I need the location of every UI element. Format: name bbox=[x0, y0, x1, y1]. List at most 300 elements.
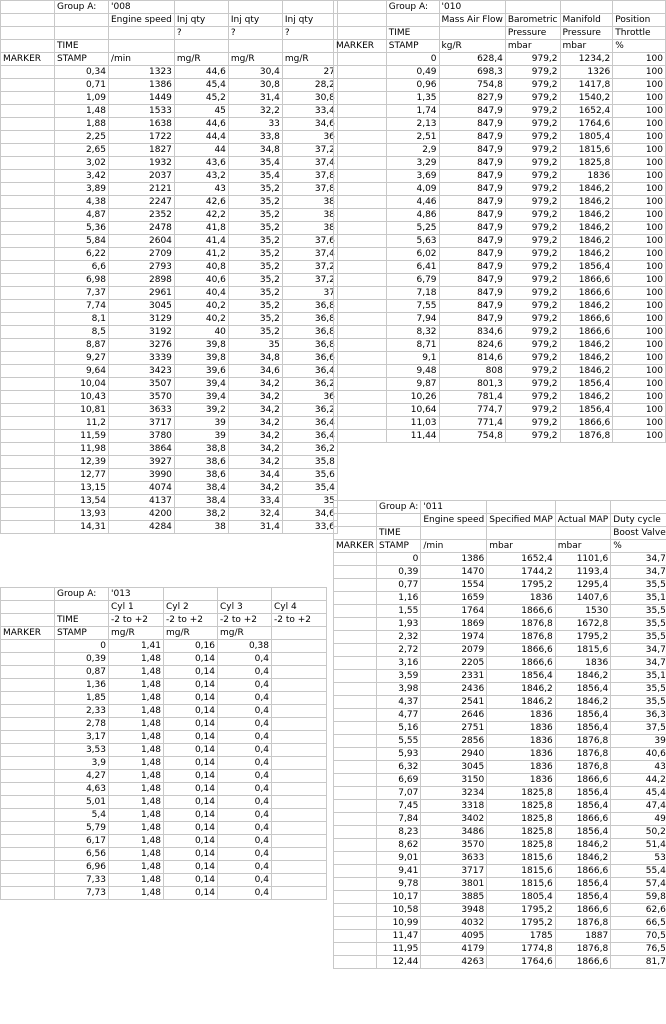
table-group-010 bbox=[333, 0, 666, 443]
timestamp-cell: 0,77 bbox=[377, 579, 421, 592]
value-cell: 1866,6 bbox=[555, 813, 610, 826]
empty-cell bbox=[272, 770, 327, 783]
value-cell: 847,9 bbox=[439, 235, 505, 248]
marker-cell bbox=[334, 800, 377, 813]
timestamp-cell: 5,01 bbox=[55, 796, 109, 809]
value-cell: 0,14 bbox=[164, 809, 218, 822]
value-cell: 1815,6 bbox=[555, 644, 610, 657]
value-cell: 37,4 bbox=[282, 157, 337, 170]
timestamp-cell: 7,07 bbox=[377, 787, 421, 800]
value-cell: 1805,4 bbox=[487, 891, 556, 904]
timestamp-cell: 2,9 bbox=[386, 144, 439, 157]
marker-cell bbox=[334, 839, 377, 852]
value-cell: 847,9 bbox=[439, 105, 505, 118]
timestamp-cell: 0,87 bbox=[55, 666, 109, 679]
table-row bbox=[1, 222, 338, 235]
value-cell: 847,9 bbox=[439, 144, 505, 157]
group-label: Group A: bbox=[386, 1, 439, 14]
subheader-row bbox=[334, 527, 666, 540]
marker-cell bbox=[334, 209, 387, 222]
value-cell: 36,4 bbox=[282, 365, 337, 378]
table-row bbox=[334, 196, 666, 209]
timestamp-cell: 10,81 bbox=[55, 404, 109, 417]
value-cell: 1815,6 bbox=[560, 144, 613, 157]
marker-cell bbox=[334, 917, 377, 930]
value-cell: 50,2 bbox=[611, 826, 666, 839]
value-cell: 1846,2 bbox=[560, 339, 613, 352]
marker-cell bbox=[1, 274, 55, 287]
timestamp-cell: 1,88 bbox=[55, 118, 109, 131]
table-row bbox=[1, 861, 327, 874]
marker-cell bbox=[1, 118, 55, 131]
timestamp-cell: 5,25 bbox=[386, 222, 439, 235]
value-cell: 0,4 bbox=[218, 887, 272, 900]
column-subheader: -2 to +2 bbox=[164, 614, 218, 627]
table-row bbox=[1, 848, 327, 861]
value-cell: 979,2 bbox=[505, 66, 560, 79]
value-cell: 35,2 bbox=[228, 274, 282, 287]
value-cell: 33,4 bbox=[282, 105, 337, 118]
value-cell: 100 bbox=[613, 430, 666, 443]
marker-cell bbox=[1, 508, 55, 521]
value-cell: 1856,4 bbox=[555, 891, 610, 904]
empty-cell bbox=[272, 757, 327, 770]
value-cell: 979,2 bbox=[505, 404, 560, 417]
empty-cell bbox=[272, 718, 327, 731]
column-header: Specified MAP bbox=[487, 514, 556, 527]
value-cell: 979,2 bbox=[505, 287, 560, 300]
table-row bbox=[1, 261, 338, 274]
table-row bbox=[1, 640, 327, 653]
value-cell: 1,48 bbox=[109, 770, 164, 783]
marker-cell bbox=[1, 861, 55, 874]
value-cell: 41,4 bbox=[174, 235, 228, 248]
timestamp-cell: 11,03 bbox=[386, 417, 439, 430]
unit-label bbox=[272, 627, 327, 640]
marker-cell bbox=[334, 326, 387, 339]
value-cell: 1974 bbox=[421, 631, 487, 644]
value-cell: 34,7 bbox=[611, 566, 666, 579]
value-cell: 100 bbox=[613, 339, 666, 352]
column-header: Mass Air Flow bbox=[439, 14, 505, 27]
value-cell: 57,4 bbox=[611, 878, 666, 891]
table-row bbox=[1, 352, 338, 365]
value-cell: 3885 bbox=[421, 891, 487, 904]
value-cell: 754,8 bbox=[439, 79, 505, 92]
value-cell: 1856,4 bbox=[487, 670, 556, 683]
value-cell: 100 bbox=[613, 170, 666, 183]
column-header: Barometric bbox=[505, 14, 560, 27]
table-row bbox=[334, 553, 666, 566]
timestamp-cell: 9,87 bbox=[386, 378, 439, 391]
value-cell: 808 bbox=[439, 365, 505, 378]
value-cell: 32,2 bbox=[228, 105, 282, 118]
value-cell: 1876,8 bbox=[555, 735, 610, 748]
value-cell: 1836 bbox=[487, 722, 556, 735]
table-row bbox=[334, 618, 666, 631]
timestamp-cell: 11,98 bbox=[55, 443, 109, 456]
value-cell: 1876,8 bbox=[555, 748, 610, 761]
value-cell: 847,9 bbox=[439, 222, 505, 235]
value-cell: 1846,2 bbox=[555, 852, 610, 865]
value-cell: 1866,6 bbox=[487, 657, 556, 670]
table-row bbox=[1, 339, 338, 352]
header-row bbox=[334, 14, 666, 27]
marker-cell bbox=[1, 261, 55, 274]
timestamp-cell: 9,48 bbox=[386, 365, 439, 378]
marker-cell bbox=[1, 313, 55, 326]
value-cell: 1866,6 bbox=[555, 774, 610, 787]
marker-cell bbox=[1, 443, 55, 456]
timestamp-cell: 7,45 bbox=[377, 800, 421, 813]
subheader-row bbox=[1, 614, 327, 627]
group-id: '011 bbox=[421, 501, 487, 514]
value-cell: 979,2 bbox=[505, 209, 560, 222]
value-cell: 36,2 bbox=[282, 443, 337, 456]
value-cell: 35,4 bbox=[228, 157, 282, 170]
value-cell: 100 bbox=[613, 261, 666, 274]
value-cell: 979,2 bbox=[505, 131, 560, 144]
timestamp-cell: 3,17 bbox=[55, 731, 109, 744]
marker-cell bbox=[334, 430, 387, 443]
value-cell: 1,48 bbox=[109, 861, 164, 874]
table-row bbox=[1, 443, 338, 456]
marker-cell bbox=[1, 705, 55, 718]
value-cell: 1,48 bbox=[109, 835, 164, 848]
value-cell: 3402 bbox=[421, 813, 487, 826]
marker-cell bbox=[1, 131, 55, 144]
value-cell: 45,4 bbox=[174, 79, 228, 92]
value-cell: 1846,2 bbox=[560, 209, 613, 222]
value-cell: 1846,2 bbox=[560, 365, 613, 378]
units-row bbox=[1, 627, 327, 640]
timestamp-cell: 2,32 bbox=[377, 631, 421, 644]
timestamp-cell: 6,22 bbox=[55, 248, 109, 261]
value-cell: 3507 bbox=[109, 378, 175, 391]
value-cell: 0,4 bbox=[218, 796, 272, 809]
value-cell: 1386 bbox=[421, 553, 487, 566]
marker-cell bbox=[334, 579, 377, 592]
value-cell: 70,5 bbox=[611, 930, 666, 943]
table-row bbox=[334, 222, 666, 235]
value-cell: 36,8 bbox=[282, 326, 337, 339]
table-row bbox=[1, 105, 338, 118]
value-cell: 100 bbox=[613, 53, 666, 66]
table-row bbox=[1, 521, 338, 534]
value-cell: 35,5 bbox=[611, 696, 666, 709]
value-cell: 3927 bbox=[109, 456, 175, 469]
value-cell: 37,5 bbox=[611, 722, 666, 735]
timestamp-cell: 8,23 bbox=[377, 826, 421, 839]
table-row bbox=[1, 887, 327, 900]
timestamp-cell: 5,93 bbox=[377, 748, 421, 761]
value-cell: 38,2 bbox=[174, 508, 228, 521]
value-cell: 1836 bbox=[560, 170, 613, 183]
group-row bbox=[1, 588, 327, 601]
timestamp-cell: 11,47 bbox=[377, 930, 421, 943]
header-row bbox=[1, 14, 338, 27]
table-body bbox=[1, 640, 327, 900]
value-cell: 1836 bbox=[487, 774, 556, 787]
marker-cell bbox=[1, 352, 55, 365]
value-cell: 1866,6 bbox=[560, 326, 613, 339]
value-cell: 1,48 bbox=[109, 783, 164, 796]
marker-cell bbox=[334, 79, 387, 92]
value-cell: 979,2 bbox=[505, 79, 560, 92]
value-cell: 1234,2 bbox=[560, 53, 613, 66]
group-label: Group A: bbox=[377, 501, 421, 514]
value-cell: 3633 bbox=[421, 852, 487, 865]
value-cell: 979,2 bbox=[505, 417, 560, 430]
value-cell: 847,9 bbox=[439, 287, 505, 300]
table-row bbox=[334, 774, 666, 787]
table-row bbox=[334, 813, 666, 826]
timestamp-cell: 4,37 bbox=[377, 696, 421, 709]
unit-label: mg/R bbox=[218, 627, 272, 640]
column-subheader: Pressure bbox=[560, 27, 613, 40]
table-row bbox=[334, 917, 666, 930]
table-body bbox=[334, 53, 666, 443]
group-row bbox=[1, 1, 338, 14]
stamp-label: STAMP bbox=[55, 627, 109, 640]
value-cell: 39,8 bbox=[174, 339, 228, 352]
timestamp-cell: 10,17 bbox=[377, 891, 421, 904]
timestamp-cell: 8,32 bbox=[386, 326, 439, 339]
timestamp-cell: 4,27 bbox=[55, 770, 109, 783]
value-cell: 1,48 bbox=[109, 887, 164, 900]
value-cell: 0,14 bbox=[164, 835, 218, 848]
timestamp-cell: 4,46 bbox=[386, 196, 439, 209]
value-cell: 100 bbox=[613, 404, 666, 417]
timestamp-cell: 5,4 bbox=[55, 809, 109, 822]
marker-cell bbox=[334, 92, 387, 105]
value-cell: 2898 bbox=[109, 274, 175, 287]
marker-cell bbox=[1, 874, 55, 887]
timestamp-cell: 7,74 bbox=[55, 300, 109, 313]
value-cell: 100 bbox=[613, 183, 666, 196]
value-cell: 1846,2 bbox=[560, 222, 613, 235]
value-cell: 1101,6 bbox=[555, 553, 610, 566]
table-row bbox=[334, 579, 666, 592]
value-cell: 35,2 bbox=[228, 209, 282, 222]
value-cell: 1470 bbox=[421, 566, 487, 579]
value-cell: 847,9 bbox=[439, 183, 505, 196]
value-cell: 847,9 bbox=[439, 196, 505, 209]
table-row bbox=[1, 144, 338, 157]
value-cell: 30,8 bbox=[228, 79, 282, 92]
marker-cell bbox=[334, 592, 377, 605]
value-cell: 1,48 bbox=[109, 744, 164, 757]
group-row bbox=[334, 501, 666, 514]
value-cell: 100 bbox=[613, 196, 666, 209]
value-cell: 31,4 bbox=[228, 521, 282, 534]
value-cell: 35,4 bbox=[282, 482, 337, 495]
empty-cell bbox=[272, 809, 327, 822]
group-id: '013 bbox=[109, 588, 164, 601]
table-row bbox=[334, 417, 666, 430]
table-row bbox=[334, 79, 666, 92]
units-row bbox=[1, 53, 338, 66]
marker-label: MARKER bbox=[334, 40, 387, 53]
table-row bbox=[1, 783, 327, 796]
table-row bbox=[334, 865, 666, 878]
table-row bbox=[334, 761, 666, 774]
value-cell: 35,2 bbox=[228, 196, 282, 209]
value-cell: 1,48 bbox=[109, 718, 164, 731]
marker-cell bbox=[1, 692, 55, 705]
value-cell: 100 bbox=[613, 209, 666, 222]
marker-cell bbox=[334, 53, 387, 66]
value-cell: 31,4 bbox=[228, 92, 282, 105]
value-cell: 0,14 bbox=[164, 666, 218, 679]
value-cell: 1856,4 bbox=[555, 683, 610, 696]
table-row bbox=[334, 839, 666, 852]
value-cell: 0,14 bbox=[164, 744, 218, 757]
value-cell: 100 bbox=[613, 118, 666, 131]
value-cell: 44,2 bbox=[611, 774, 666, 787]
value-cell: 1866,6 bbox=[555, 956, 610, 969]
value-cell: 3045 bbox=[421, 761, 487, 774]
value-cell: 34,6 bbox=[282, 508, 337, 521]
header-row bbox=[1, 601, 327, 614]
value-cell: 1876,8 bbox=[560, 430, 613, 443]
value-cell: 45,4 bbox=[611, 787, 666, 800]
table-row bbox=[334, 378, 666, 391]
empty-cell bbox=[272, 666, 327, 679]
value-cell: 1672,8 bbox=[555, 618, 610, 631]
value-cell: 33,6 bbox=[282, 521, 337, 534]
value-cell: 39,2 bbox=[174, 404, 228, 417]
value-cell: 40,2 bbox=[174, 300, 228, 313]
value-cell: 37,8 bbox=[282, 170, 337, 183]
value-cell: 41,2 bbox=[174, 248, 228, 261]
table-row bbox=[334, 709, 666, 722]
column-subheader bbox=[421, 527, 487, 540]
timestamp-cell: 13,54 bbox=[55, 495, 109, 508]
marker-cell bbox=[1, 731, 55, 744]
timestamp-cell: 9,41 bbox=[377, 865, 421, 878]
value-cell: 3990 bbox=[109, 469, 175, 482]
value-cell: 0,4 bbox=[218, 848, 272, 861]
timestamp-cell: 8,62 bbox=[377, 839, 421, 852]
value-cell: 0,14 bbox=[164, 822, 218, 835]
value-cell: 36,3 bbox=[611, 709, 666, 722]
value-cell: 1846,2 bbox=[487, 683, 556, 696]
table-row bbox=[334, 365, 666, 378]
value-cell: 40,8 bbox=[174, 261, 228, 274]
value-cell: 0,14 bbox=[164, 848, 218, 861]
value-cell: 2541 bbox=[421, 696, 487, 709]
timestamp-cell: 5,16 bbox=[377, 722, 421, 735]
value-cell: 979,2 bbox=[505, 352, 560, 365]
value-cell: 0,14 bbox=[164, 874, 218, 887]
timestamp-cell: 10,99 bbox=[377, 917, 421, 930]
timestamp-cell: 5,63 bbox=[386, 235, 439, 248]
unit-label: mg/R bbox=[228, 53, 282, 66]
value-cell: 1417,8 bbox=[560, 79, 613, 92]
marker-cell bbox=[1, 170, 55, 183]
value-cell: 45 bbox=[174, 105, 228, 118]
value-cell: 1846,2 bbox=[555, 839, 610, 852]
column-header: Engine speed bbox=[421, 514, 487, 527]
value-cell: 34,6 bbox=[228, 365, 282, 378]
value-cell: 1856,4 bbox=[555, 787, 610, 800]
timestamp-cell: 10,58 bbox=[377, 904, 421, 917]
value-cell: 1774,8 bbox=[487, 943, 556, 956]
table-row bbox=[1, 79, 338, 92]
timestamp-cell: 14,31 bbox=[55, 521, 109, 534]
value-cell: 1,48 bbox=[109, 679, 164, 692]
value-cell: 4137 bbox=[109, 495, 175, 508]
timestamp-cell: 10,26 bbox=[386, 391, 439, 404]
marker-cell bbox=[334, 865, 377, 878]
marker-cell bbox=[334, 904, 377, 917]
value-cell: 100 bbox=[613, 313, 666, 326]
value-cell: 2478 bbox=[109, 222, 175, 235]
column-subheader bbox=[439, 27, 505, 40]
table-row bbox=[1, 796, 327, 809]
marker-cell bbox=[1, 640, 55, 653]
value-cell: 847,9 bbox=[439, 118, 505, 131]
value-cell: 100 bbox=[613, 131, 666, 144]
value-cell: 36,2 bbox=[282, 378, 337, 391]
value-cell: 34,2 bbox=[228, 378, 282, 391]
value-cell: 42,6 bbox=[174, 196, 228, 209]
table-row bbox=[1, 118, 338, 131]
table-row bbox=[334, 657, 666, 670]
value-cell: 38,4 bbox=[174, 482, 228, 495]
timestamp-cell: 0 bbox=[55, 640, 109, 653]
value-cell: 771,4 bbox=[439, 417, 505, 430]
marker-cell bbox=[1, 66, 55, 79]
value-cell: 2331 bbox=[421, 670, 487, 683]
timestamp-cell: 9,64 bbox=[55, 365, 109, 378]
table-row bbox=[334, 605, 666, 618]
value-cell: 1652,4 bbox=[560, 105, 613, 118]
value-cell: 4074 bbox=[109, 482, 175, 495]
value-cell: 34,2 bbox=[228, 430, 282, 443]
value-cell: 100 bbox=[613, 105, 666, 118]
value-cell: 847,9 bbox=[439, 261, 505, 274]
value-cell: 37,2 bbox=[282, 274, 337, 287]
value-cell: 1866,6 bbox=[560, 417, 613, 430]
column-subheader: -2 to +2 bbox=[218, 614, 272, 627]
value-cell: 1876,8 bbox=[487, 631, 556, 644]
value-cell: 3192 bbox=[109, 326, 175, 339]
value-cell: 35,2 bbox=[228, 222, 282, 235]
value-cell: 979,2 bbox=[505, 92, 560, 105]
table-row bbox=[334, 404, 666, 417]
value-cell: 1932 bbox=[109, 157, 175, 170]
value-cell: 1530 bbox=[555, 605, 610, 618]
table-row bbox=[1, 874, 327, 887]
value-cell: 38,8 bbox=[174, 443, 228, 456]
value-cell: 37,6 bbox=[282, 235, 337, 248]
value-cell: 979,2 bbox=[505, 248, 560, 261]
table-row bbox=[334, 235, 666, 248]
value-cell: 100 bbox=[613, 417, 666, 430]
column-subheader bbox=[555, 527, 610, 540]
timestamp-cell: 0,39 bbox=[55, 653, 109, 666]
value-cell: 34,7 bbox=[611, 657, 666, 670]
value-cell: 53 bbox=[611, 852, 666, 865]
value-cell: 38 bbox=[282, 222, 337, 235]
table-row bbox=[1, 482, 338, 495]
timestamp-cell: 7,94 bbox=[386, 313, 439, 326]
table-row bbox=[334, 800, 666, 813]
value-cell: 1764 bbox=[421, 605, 487, 618]
unit-label: kg/R bbox=[439, 40, 505, 53]
